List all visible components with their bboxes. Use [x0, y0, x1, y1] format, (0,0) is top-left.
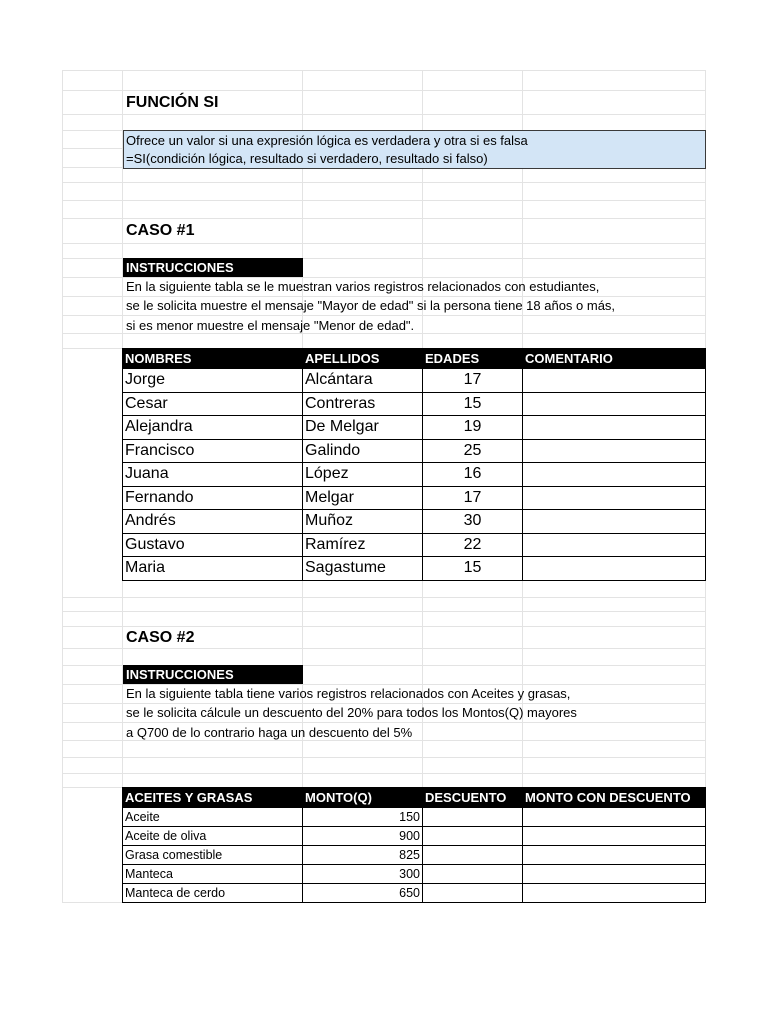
gridline: [62, 611, 706, 612]
cell-nombre[interactable]: Fernando: [123, 486, 303, 510]
cell-nombre[interactable]: Jorge: [123, 369, 303, 393]
gridline: [62, 243, 706, 244]
case2-instruction-line: En la siguiente tabla tiene varios registros relacionados con Aceites y grasas,: [126, 686, 571, 701]
cell-nombre[interactable]: Andrés: [123, 510, 303, 534]
header-descuento[interactable]: DESCUENTO: [423, 788, 523, 808]
gridline: [62, 296, 706, 297]
header-aceites-grasas[interactable]: ACEITES Y GRASAS: [123, 788, 303, 808]
cell-monto-con-descuento[interactable]: [523, 827, 706, 846]
cell-producto[interactable]: Aceite: [123, 808, 303, 827]
function-info-box[interactable]: [123, 130, 706, 169]
cell-comentario[interactable]: [523, 416, 706, 440]
table-row: [123, 510, 706, 534]
cell-comentario[interactable]: [523, 486, 706, 510]
cell-descuento[interactable]: [423, 884, 523, 903]
cell-edad[interactable]: 22: [423, 533, 523, 557]
header-monto[interactable]: MONTO(Q): [303, 788, 423, 808]
cell-monto-con-descuento[interactable]: [523, 865, 706, 884]
table-row: [123, 369, 706, 393]
cell-edad[interactable]: 19: [423, 416, 523, 440]
table-row: [123, 439, 706, 463]
info-line-1: Ofrece un valor si una expresión lógica es verdadera y otra si es falsa: [126, 133, 528, 148]
cell-monto[interactable]: 900: [303, 827, 423, 846]
cell-comentario[interactable]: [523, 463, 706, 487]
cell-monto-con-descuento[interactable]: [523, 808, 706, 827]
gridline: [62, 626, 706, 627]
cell-monto-con-descuento[interactable]: [523, 846, 706, 865]
cell-producto[interactable]: Manteca de cerdo: [123, 884, 303, 903]
cell-comentario[interactable]: [523, 533, 706, 557]
gridline: [62, 182, 706, 183]
gridline: [62, 684, 706, 685]
case1-instructions-header[interactable]: INSTRUCCIONES: [123, 258, 303, 277]
cell-comentario[interactable]: [523, 369, 706, 393]
info-line-2: =SI(condición lógica, resultado si verdadero, resultado si falso): [126, 151, 488, 166]
cell-comentario[interactable]: [523, 557, 706, 581]
table-row: [123, 557, 706, 581]
cell-apellido[interactable]: Ramírez: [303, 533, 423, 557]
case1-instruction-line: se le solicita muestre el mensaje "Mayor de edad" si la persona tiene 18 años o más,: [126, 298, 616, 313]
cell-edad[interactable]: 15: [423, 392, 523, 416]
cell-edad[interactable]: 25: [423, 439, 523, 463]
table-row: [123, 416, 706, 440]
gridline: [62, 90, 706, 91]
gridline: [62, 648, 706, 649]
students-table: [122, 348, 706, 581]
gridline: [62, 773, 706, 774]
page-title: FUNCIÓN SI: [126, 94, 219, 111]
table-row: [123, 827, 706, 846]
gridline: [62, 200, 706, 201]
cell-apellido[interactable]: Muñoz: [303, 510, 423, 534]
case2-instructions-header[interactable]: INSTRUCCIONES: [123, 665, 303, 684]
cell-apellido[interactable]: De Melgar: [303, 416, 423, 440]
cell-edad[interactable]: 15: [423, 557, 523, 581]
cell-monto[interactable]: 825: [303, 846, 423, 865]
gridline: [62, 757, 706, 758]
cell-apellido[interactable]: Alcántara: [303, 369, 423, 393]
cell-edad[interactable]: 17: [423, 369, 523, 393]
cell-apellido[interactable]: Galindo: [303, 439, 423, 463]
cell-apellido[interactable]: Sagastume: [303, 557, 423, 581]
cell-apellido[interactable]: Melgar: [303, 486, 423, 510]
case1-instruction-line: si es menor muestre el mensaje "Menor de edad".: [126, 318, 415, 333]
case2-instruction-line: a Q700 de lo contrario haga un descuento del 5%: [126, 725, 413, 740]
table-header-row: [123, 788, 706, 808]
cell-edad[interactable]: 17: [423, 486, 523, 510]
table-row: [123, 865, 706, 884]
cell-apellido[interactable]: López: [303, 463, 423, 487]
cell-edad[interactable]: 16: [423, 463, 523, 487]
gridline: [62, 218, 706, 219]
header-monto-con-descuento[interactable]: MONTO CON DESCUENTO: [523, 788, 706, 808]
gridline: [62, 277, 706, 278]
cell-nombre[interactable]: Maria: [123, 557, 303, 581]
table-row: [123, 533, 706, 557]
cell-monto[interactable]: 650: [303, 884, 423, 903]
header-comentario[interactable]: COMENTARIO: [523, 349, 706, 369]
cell-nombre[interactable]: Cesar: [123, 392, 303, 416]
cell-nombre[interactable]: Francisco: [123, 439, 303, 463]
oils-table: [122, 787, 706, 903]
case2-instruction-line: se le solicita cálcule un descuento del 20% para todos los Montos(Q) mayores: [126, 705, 577, 720]
cell-descuento[interactable]: [423, 827, 523, 846]
gridline: [62, 703, 706, 704]
case1-title: CASO #1: [126, 222, 195, 239]
header-edades[interactable]: EDADES: [423, 349, 523, 369]
gridline: [62, 333, 706, 334]
case2-title: CASO #2: [126, 629, 195, 646]
cell-edad[interactable]: 30: [423, 510, 523, 534]
gridline: [62, 315, 706, 316]
header-nombres[interactable]: NOMBRES: [123, 349, 303, 369]
cell-nombre[interactable]: Juana: [123, 463, 303, 487]
cell-descuento[interactable]: [423, 846, 523, 865]
cell-comentario[interactable]: [523, 510, 706, 534]
table-row: [123, 808, 706, 827]
cell-producto[interactable]: Aceite de oliva: [123, 827, 303, 846]
gridline: [62, 114, 706, 115]
cell-producto[interactable]: Manteca: [123, 865, 303, 884]
case1-instruction-line: En la siguiente tabla se le muestran varios registros relacionados con estudiantes,: [126, 279, 600, 294]
table-row: [123, 846, 706, 865]
cell-descuento[interactable]: [423, 808, 523, 827]
table-row: [123, 884, 706, 903]
cell-monto[interactable]: 300: [303, 865, 423, 884]
table-row: [123, 486, 706, 510]
cell-descuento[interactable]: [423, 865, 523, 884]
cell-monto-con-descuento[interactable]: [523, 884, 706, 903]
cell-producto[interactable]: Grasa comestible: [123, 846, 303, 865]
cell-nombre[interactable]: Alejandra: [123, 416, 303, 440]
cell-nombre[interactable]: Gustavo: [123, 533, 303, 557]
gridline: [62, 722, 706, 723]
cell-apellido[interactable]: Contreras: [303, 392, 423, 416]
table-row: [123, 463, 706, 487]
gridline: [62, 740, 706, 741]
table-header-row: [123, 349, 706, 369]
gridline: [62, 597, 706, 598]
cell-monto[interactable]: 150: [303, 808, 423, 827]
header-apellidos[interactable]: APELLIDOS: [303, 349, 423, 369]
cell-comentario[interactable]: [523, 439, 706, 463]
cell-comentario[interactable]: [523, 392, 706, 416]
gridline: [62, 70, 63, 902]
table-row: [123, 392, 706, 416]
gridline: [62, 70, 706, 71]
